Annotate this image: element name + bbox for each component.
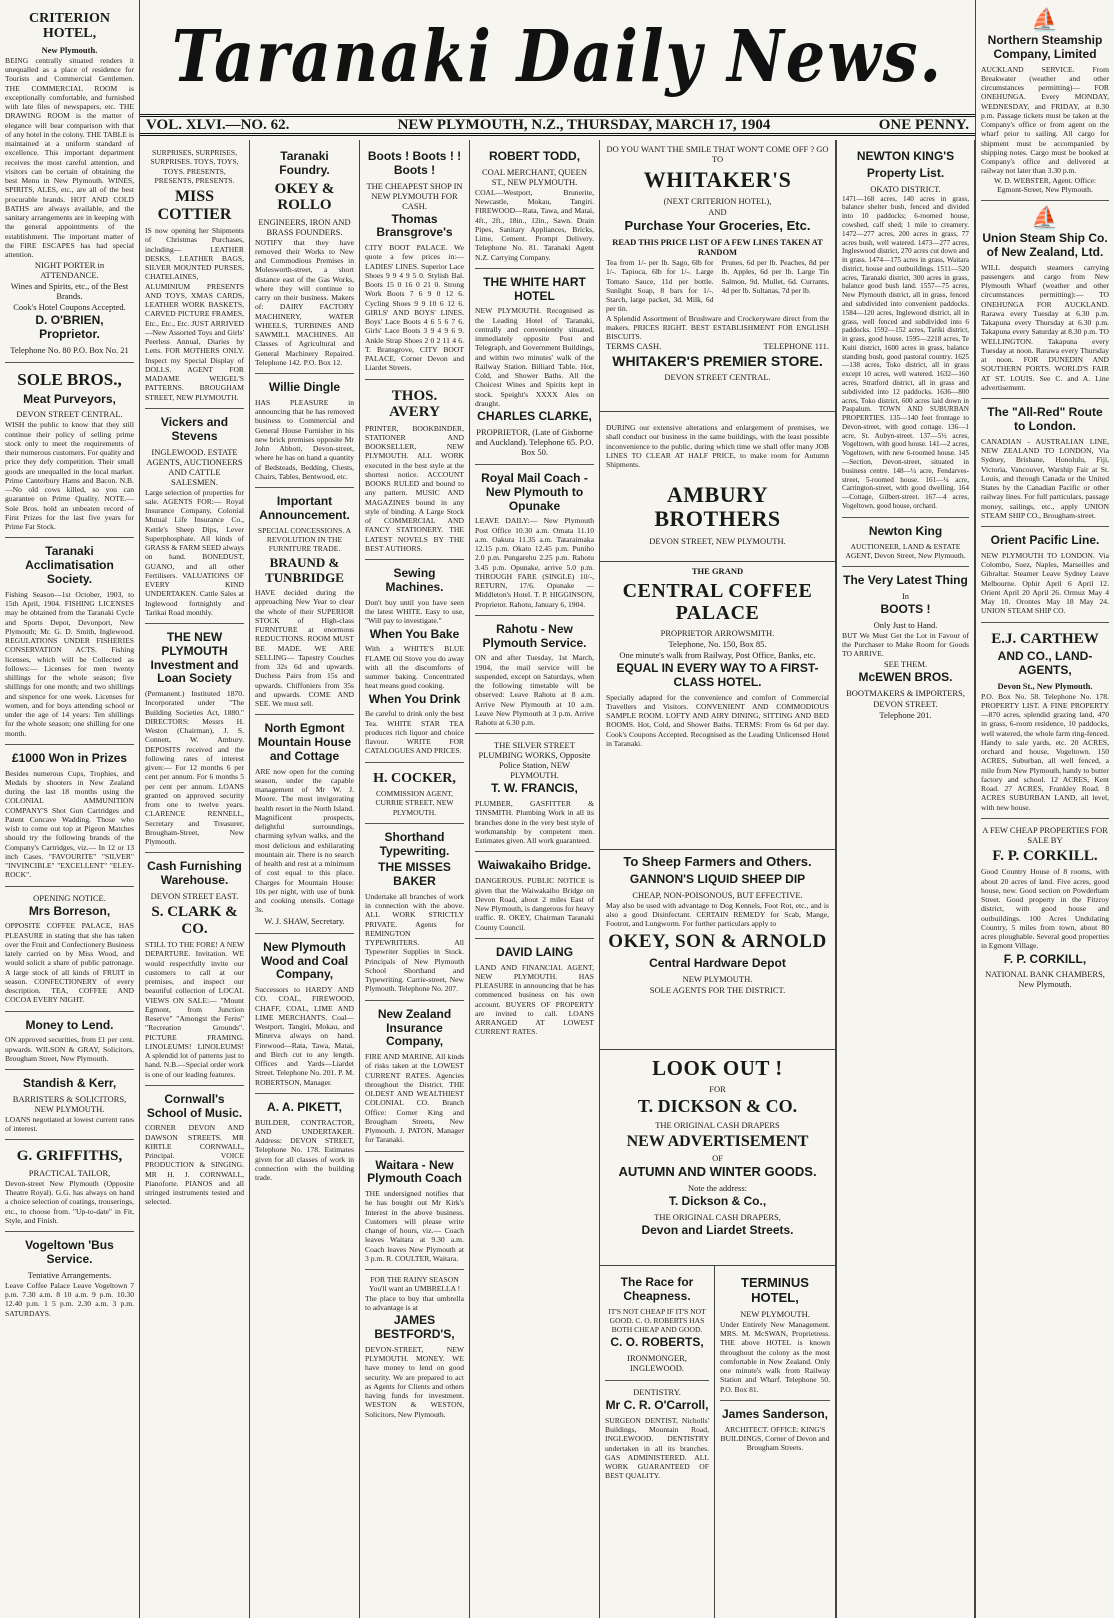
ad-northern-steamship xyxy=(981,3,1109,201)
ad-subtitle: NEW PLYMOUTH. xyxy=(740,1308,810,1319)
ad-body: LEAVE DAILY:— New Plymouth Post Office 10.30 a.m. Omata 11.10 a.m. Oakura 11.35 a.m. Tataraimaka 12.15 p.m. Okato 12.45 p.m. Puniho 2.0 p.m. Pungarehu 2.25 p.m. Rahotu 3.45 p.m. Opunake, arrive 5.0 p.m. THROUGH FARE (SINGLE) 10/-, RETURN, 17/6. Opunake — Middleton's Hotel. T. P. HIGGINSON, Proprietor. Rahotu, January 6, 1904. xyxy=(475,516,594,609)
ad-body: SPECIAL CONCESSIONS. A REVOLUTION IN THE FURNITURE TRADE. xyxy=(257,525,352,554)
price: ONE PENNY. xyxy=(878,116,969,133)
price-list-right: Prunes, 6d per lb. Peaches, 8d per lb. Apples, 6d per lb. Large Tin Salmon, 9d. Mullet, 6d. Currants, 4d per lb. Sultanas, 7d per lb. xyxy=(721,258,829,295)
ad-rahotu-service xyxy=(475,616,594,735)
ad-place: DEVON STREET CENTRAL. xyxy=(16,409,123,420)
column-6-bottom xyxy=(600,1266,715,1618)
ad-note: Cook's Hotel Coupons Accepted. xyxy=(13,302,126,313)
ad-title: F. P. CORKILL. xyxy=(992,847,1098,864)
ad-phone: Telephone 201. xyxy=(879,710,932,721)
ad-list-heading: READ THIS PRICE LIST OF A FEW LINES TAKEN AT RANDOM xyxy=(612,237,823,258)
ad-sign: F. P. CORKILL, xyxy=(1003,951,1087,966)
ad-body: NEW PLYMOUTH. Recognised as the Leading Hotel of Taranaki, centrally and conveniently situated, immediately opposite Post and Telegraph, and Government Buildings, and within two minutes' walk of the Railway Station. Billiard Table. Hot, Cold, and Shower Baths. All the Choicest Wines and Spirits kept in stock. Speight's XXXX Ales on draught. xyxy=(475,306,594,408)
ad-body: Leave Coffee Palace Leave Vogeltown 7 p.m. 7.30 a.m. 8 10 a.m. 9 p.m. 10.30 12.40 p.m. 1 5 p.m. 2.30 a.m. 3 p.m. SATURDAYS. xyxy=(5,1280,134,1318)
ad-subtitle: Property List. xyxy=(866,165,945,180)
ad-title: Mrs Borreson, xyxy=(28,903,111,918)
ad-body: PRINTER, BOOKBINDER, STATIONER AND BOOKSELLER, NEW PLYMOUTH. ALL WORK executed in the best style at the shortest notice. ACCOUNT BOOKS RULED and bound to any pattern. MUSIC AND MAGAZINES bound in any style of binding. A Large Stock of COMMERCIAL AND FANCY STATIONERY. THE LATEST NOVELS BY THE BEST AUTHORS. xyxy=(365,423,464,553)
ad-subtitle: IRONMONGER, INGLEWOOD. xyxy=(627,1353,687,1374)
ad-title: New Plymouth Wood and Coal Company, xyxy=(260,939,349,982)
price-list-left: Tea from 1/- per lb. Sago, 6lb for 1/-. Tapioca, 6lb for 1/-. Large Tomato Sauce, 11d per bottle. Sunlight Soap, 8 bars for 1/-. Starch, large packet, 3d. Milk, 6d per tin. xyxy=(606,258,714,314)
ad-griffiths xyxy=(5,1140,134,1232)
ad-title: Vogeltown 'Bus Service. xyxy=(25,1238,114,1266)
ad-title: Boots ! Boots ! ! Boots ! xyxy=(367,149,462,177)
ad-body: P.O. Box No. 58. Telephone No. 178. PROPERTY LIST. A FINE PROPERTY—870 acres, splendid grazing land, 470 in grass, 6-room residence, 10 paddocks, well watered, the whole farm ring-fenced. Handy to sale yards, etc. 20 ACRES, orchard and house, Vogeltown. 150 ACRES, Suburban, all well fenced, a mile from New Plymouth, handy to butter factory and school. 12 ACRES, Kent Road. 27 ACRES, Frankley Road. 8 ACRES SUBURBAN LAND, all level, with new house. xyxy=(981,691,1109,812)
ad-coffee-palace xyxy=(600,562,836,850)
ad-note: SOLE AGENTS FOR THE DISTRICT. xyxy=(649,985,786,996)
ad-waitara-coach xyxy=(365,1152,464,1271)
ad-title: Important Announcement. xyxy=(259,494,350,522)
ad-note: Only Just to Hand. xyxy=(873,619,938,630)
ad-newton-king xyxy=(842,518,969,567)
ad-title: Newton King xyxy=(868,523,943,538)
ad-body: BEING centrally situated renders it unequalled as a place of residence for Tourists and Commercial Gentlemen. THE COMMERCIAL ROOM is exceptionally comfortable, and furnished with late files of newspapers, etc. THE DRAWING ROOM is the matter of elegance will bear comparison with that of any hotel in the colony. THE TABLE is maintained at a uniform standard of excellence. This important department receives the most careful attention, and visitors can be certain of obtaining the best Menu in New Plymouth. WINES, SPIRITS, ALES, etc., are all of the best procurable brands. HOT AND COLD BATHS are always available, and the sanitary arrangements are in keeping with the general appointments of the establishment. The important matter of the FIRE ESCAPES has had special attention. xyxy=(5,55,134,260)
issue-line xyxy=(140,114,975,136)
ad-note: OPENING NOTICE. xyxy=(33,892,106,903)
ad-title: DAVID LAING xyxy=(495,944,574,959)
ad-title: T. W. FRANCIS, xyxy=(491,781,578,796)
ad-body: WISH the public to know that they still continue their policy of selling prime stock only to meet the requirements of their numerous customers. For quality and price they defy competition. Their small goods are unequalled in the local market. Prime Canterbury Hams and Bacon. N.B.—No old cows killed, so you can guarantee on Prime Quality. NOTE.—Sole Bros. hold an unbeaten record of First Prizes for the last five years for Prime Fat Stock. xyxy=(5,420,134,532)
ad-body: The place to buy that umbrella to advantage is at xyxy=(365,1293,464,1312)
ad-okey-rollo xyxy=(255,143,354,374)
ad-note: DO YOU WANT THE SMILE THAT WON'T COME OFF ? GO TO xyxy=(606,144,829,164)
ad-note: Note the address: xyxy=(687,1183,747,1194)
ad-title: Taranaki Foundry. xyxy=(279,149,330,177)
ad-body: With a WHITE'S BLUE FLAME Oil Stove you do away with all the discomforts of summer baking. Concentrated heat means good cooking. xyxy=(365,644,464,691)
ad-title: THOS. AVERY xyxy=(389,387,440,421)
ad-body: ARE now open for the coming season, under the capable management of Mr W. J. Moore. The most invigorating health resort in the North Island. Magnificent prospects, delightful surroundings, charming sylvan walks, and the most delicious and exhilarating mountain air. There is no search of health and rest at a minimum of cost equal to this place. Charges for Mountain House: 10s per night, with use of bunk and cooking utensils. Cottage 3s. xyxy=(255,766,354,915)
ad-note: In xyxy=(901,590,910,601)
ad-title: Shorthand Typewriting. xyxy=(379,829,450,858)
ad-cornwall-music xyxy=(145,1086,244,1213)
ad-subtitle: THE CHEAPEST SHOP IN NEW PLYMOUTH FOR CASH. xyxy=(366,180,463,211)
ad-title: Vickers and Stevens xyxy=(160,414,229,443)
ad-note: A FEW CHEAP PROPERTIES FOR SALE BY xyxy=(982,824,1108,845)
ad-all-red-route xyxy=(981,399,1109,527)
ad-phone: TELEPHONE 111. xyxy=(763,341,829,352)
ad-title: NEW ADVERTISEMENT xyxy=(626,1132,809,1150)
ad-footer xyxy=(606,341,829,351)
ad-body: LOANS negotiated at lowest current rates of interest. xyxy=(5,1114,134,1134)
ad-body: Undertake all branches of work in connection with the above. ALL WORK STRICTLY PRIVATE. Agents for REMINGTON TYPEWRITERS. All Typewriter Supplies in Stock. Principals of New Plymouth School Shorthand and Typewriting. Carrie-street, New Plymouth. Telephone No. 207. xyxy=(365,891,464,994)
ad-title: THE WHITE HART HOTEL xyxy=(483,274,586,303)
ad-carthew xyxy=(981,623,1109,819)
ad-title: Cornwall's School of Music. xyxy=(146,1091,243,1120)
ad-terminus-hotel xyxy=(720,1269,830,1401)
ad-title: THE MISSES BAKER xyxy=(378,860,451,889)
ad-subtitle: CHEAP, NON-POISONOUS, BUT EFFECTIVE. xyxy=(632,889,803,900)
ad-subtitle: New Plymouth. xyxy=(41,44,98,55)
ad-title: SOLE BROS., xyxy=(17,369,122,389)
ad-body: Successors to HARDY AND CO. COAL, FIREWOOD, CHAFF, COAL, LIME AND LIME MERCHANTS. Coal—Westport, Tangiri, Mokau, and Minerva always on hand. Firewood—Rata, Tawa, Matai, and Birch cut to any length. Offices and Yards—Liardet Street. Telephone No. 201. P. M. ROBERTSON, Manager. xyxy=(255,985,354,1087)
ad-subtitle: Central Hardware Depot xyxy=(649,956,786,971)
ad-criterion-hotel xyxy=(5,3,134,363)
ad-title: Northern Steamship Company, Limited xyxy=(987,33,1103,61)
ad-body: OPPOSITE COFFEE PALACE, HAS PLEASURE in stating that she has taken over the Fruit and Confectionery Business lately carried on by Miss Wood, and would solicit a share of public patronage. A large stock of all kinds of FRUIT in season. CONFECTIONERY of every description. TEA, COFFEE AND COCOA EVERY NIGHT. xyxy=(5,921,134,1005)
ad-subtitle: COAL MERCHANT, QUEEN ST., NEW PLYMOUTH. xyxy=(481,166,588,187)
ad-subtitle: (NEXT CRITERION HOTEL), xyxy=(663,196,772,207)
ad-body: CANADIAN - AUSTRALIAN LINE, NEW ZEALAND TO LONDON, Via Sydney, Brisbane, Honolulu, Fiji, Victoria, Vancouver, Warship Fair at St. Louis, and through Canada or the United States by the Canadian Pacific or other railway lines. For full particulars, passage money, sailings, etc., apply UNION STEAM SHIP CO., Brougham-street. xyxy=(981,436,1109,520)
column-9 xyxy=(975,0,1114,1618)
ad-francis xyxy=(475,734,594,852)
ad-subtitle: Tentative Arrangements. xyxy=(27,1269,112,1280)
ad-orient-pacific xyxy=(981,527,1109,623)
ad-title: E.J. CARTHEW xyxy=(991,630,1099,647)
ad-title: To Sheep Farmers and Others. xyxy=(623,854,812,869)
ad-willie-dingle xyxy=(255,374,354,488)
ad-dickson xyxy=(600,1050,836,1266)
column-3 xyxy=(250,140,360,1618)
column-5 xyxy=(470,140,600,1618)
ad-title: McEWEN BROS. xyxy=(858,670,953,685)
ad-title: OKEY, SON & ARNOLD xyxy=(608,931,827,953)
ad-body: SURGEON DENTIST, Nicholls' Buildings, Mountain Road, INGLEWOOD. DENTISTRY undertaken in all its branches. GAS ADMINISTERED. ALL WORK GUARANTEED OF BEST QUALITY. xyxy=(605,1415,709,1481)
volume-number: VOL. XLVI.—NO. 62. xyxy=(146,116,290,133)
ad-body: Specially adapted for the convenience and comfort of Commercial Travellers and Visitors. CONVENIENT AND COMMODIOUS SAMPLE ROOM. LOFTY AND AIRY DINING, SITTING AND BED ROOMS. Hot, Cold, and Shower Baths. TERMS: From 6s 6d per day. Cook's Coupons Accepted. Recognised as the Leading Unlicensed Hotel in Taranaki. xyxy=(606,692,829,748)
ad-david-laing xyxy=(475,939,594,1043)
ad-subtitle: THE ORIGINAL CASH DRAPERS, xyxy=(654,1212,781,1223)
ad-note: FOR xyxy=(709,1084,726,1095)
ad-title: Royal Mail Coach - New Plymouth to Opunake xyxy=(481,470,588,513)
ad-title: GANNON'S LIQUID SHEEP DIP xyxy=(629,871,806,886)
ad-body: Don't buy until you have seen the latest WHITE. Easy to use, "Will pay to investigate." xyxy=(365,597,464,626)
ad-sign: W. J. SHAW, Secretary. xyxy=(264,915,345,926)
ad-body: AUCKLAND SERVICE. From Breakwater (weather and other circumstances permitting)— FOR ONEHUNGA. Every MONDAY, WEDNESDAY, and FRIDAY, at 8.30 p.m. Passage tickets must be taken at the Company's office or from agent on the wharf prior to sailing. All cargo for shipment must be accompanied by shipping notes. Cargo must be booked at Company's office and delivered at railway not later than 3.30 p.m. xyxy=(981,64,1109,176)
ad-note: FOR THE RAINY SEASON You'll want an UMBRELLA ! xyxy=(368,1275,461,1294)
ad-note: SURPRISES, SURPRISES, SURPRISES. TOYS, TOYS, TOYS. PRESENTS, PRESENTS, PRESENTS. xyxy=(150,148,239,185)
ad-subtitle: INGLEWOOD. ESTATE AGENTS, AUCTIONEERS AND CATTLE SALESMEN. xyxy=(146,446,243,487)
ad-title: JAMES BESTFORD'S, xyxy=(374,1313,455,1341)
column-7-bottom xyxy=(715,1266,836,1618)
ad-whitaker xyxy=(600,140,836,412)
ad-subtitle: PROPRIETOR ARROWSMITH. xyxy=(660,628,775,638)
ad-note: THE SILVER STREET PLUMBING WORKS, Opposite Police Station, NEW PLYMOUTH. xyxy=(478,740,591,781)
ad-body: A Splendid Assortment of Brushware and Crockeryware direct from the makers. PRICES RIGHT. BEST ESTABLISHMENT FOR ENGLISH BISCUITS. xyxy=(606,313,829,342)
ad-place: DEVON STREET. xyxy=(873,699,938,710)
ad-body: Fishing Season—1st October, 1903, to 15th April, 1904. FISHING LICENSES may be obtained from the Taranaki Cycle and Sports Depot, Devonport, New Plymouth; Mr. G. D. Smith, Inglewood. REGULATIONS UNDER FISHERIES CONSERVATION ACTS. Fishing licenses, which will be Collected as follows:— Licenses for men twenty shillings for the whole season; five shillings for one month; and two shillings and sixpence for one week. Licenses for women, and for boys attending school or under the age of 14 years: Ten shillings for the whole season; one shilling for one month. xyxy=(5,589,134,738)
ad-title: The Race for Cheapness. xyxy=(620,1275,694,1303)
ad-waiwakaiho xyxy=(475,852,594,938)
ad-title: North Egmont Mountain House and Cottage xyxy=(257,721,352,763)
ad-title: Cash Furnishing Warehouse. xyxy=(147,859,242,888)
ad-title: The Very Latest Thing xyxy=(843,573,968,588)
ad-title: BRAUND & TUNBRIDGE xyxy=(265,555,344,585)
ad-title: When You Bake xyxy=(369,626,460,641)
masthead xyxy=(140,0,975,112)
ad-latest-boots xyxy=(842,567,969,727)
ad-body: Devon-street New Plymouth (Opposite Theatre Royal). G.G. has always on hand a choice selection of coatings, trouserings, etc., to choose from. "Up-to-date" in Fit, Style, and Finish. xyxy=(5,1178,134,1225)
ad-white-hart xyxy=(475,269,594,465)
ad-body: BUT We Must Get the Lot in Favour of the Purchaser to Make Room for Goods TO ARRIVE. xyxy=(842,630,969,659)
ad-title: Thomas Bransgrove's xyxy=(376,211,453,240)
ad-note: NIGHT PORTER in ATTENDANCE. xyxy=(34,260,105,281)
ad-place: Devon St., New Plymouth. xyxy=(997,680,1093,691)
ad-note: OF xyxy=(712,1153,723,1164)
ad-body: HAS PLEASURE in announcing that he has removed business to Commercial and General House Furnisher in his new brick premises opposite Mr John Abbott, Devon-street, where he has on hand a quantity of Bedsteads, Bedding, Chests, Chairs, Tables, Bentwood, etc. xyxy=(255,397,354,481)
ad-title: THE NEW PLYMOUTH Investment and Loan Society xyxy=(150,630,239,686)
ad-title: CHARLES CLARKE, xyxy=(477,409,592,424)
steamship-icon: ⛵ xyxy=(1031,8,1059,33)
ad-body: HAVE decided during the approaching New Year to clear the whole of their SUPERIOR STOCK of High-class FURNITURE at enormous REDUCTIONS. ROOM MUST BE MADE. WE ARE SELLING— Tapestry Couches from 32s 6d and upwards. Duchess Pairs from 15s and upwards. Chiffoniers from 35s and upwards. COME AND SEE. We must sell. xyxy=(255,588,354,709)
ad-title: LOOK OUT ! xyxy=(652,1056,783,1080)
ad-title: Purchase Your Groceries, Etc. xyxy=(624,218,811,234)
ad-body: LAND AND FINANCIAL AGENT, NEW PLYMOUTH. HAS PLEASURE in announcing that he has commenced business on his own account. BUYERS OF PROPERTY are invited to call. LOANS ARRANGED AT LOWEST CURRENT RATES. xyxy=(475,962,594,1037)
ad-title: Taranaki Acclimatisation Society. xyxy=(25,544,114,586)
ad-title: CENTRAL COFFEE PALACE xyxy=(622,580,813,624)
ad-body: ON approved securities, from £1 per cent. upwards. WILSON & GRAY, Solicitors, Brougham Street, New Plymouth. xyxy=(5,1035,134,1063)
ad-union-steamship xyxy=(981,201,1109,399)
ad-sewing-machines xyxy=(365,560,464,762)
ad-vogeltown-bus xyxy=(5,1232,134,1324)
ad-avery xyxy=(365,380,464,561)
ad-body: NEW PLYMOUTH TO LONDON. Via Colombo, Suez, Naples, Marseilles and Gibraltar. Steamer Leave Sydney Leave Melbourne. Ophir April 6 April 12. Orient April 20 April 26. Ormuz May 4 May 10. Orontes May 18 May 24. UNION STEAM SHIP CO. xyxy=(981,550,1109,616)
ad-body: COAL—Westport, Brunerite, Newcastle, Mokau, Tangiri. FIREWOOD—Rata, Tawa, and Matai, 4ft., 2ft., 18in., 12in., Sawn. Drain Pipes, Sanitary Appliances, Bricks, Lime, Cement. Prompt Delivery. Telephone No. 81. Taranaki Agent N.Z. Carrying Company. xyxy=(475,187,594,262)
ad-title: New Zealand Insurance Company, xyxy=(377,1006,452,1049)
ad-title: Waitara - New Plymouth Coach xyxy=(367,1157,462,1186)
ad-subtitle: AND CO., LAND-AGENTS, xyxy=(997,649,1093,677)
ad-title: Union Steam Ship Co. of New Zealand, Ltd. xyxy=(982,231,1108,259)
ad-north-egmont xyxy=(255,715,354,933)
ad-note: DENTISTRY. xyxy=(633,1387,681,1398)
ad-place: Devon and Liardet Streets. xyxy=(641,1223,794,1238)
ad-body: DEVON-STREET, NEW PLYMOUTH. MONEY. WE have money to lend on good security. We are prepared to act as Agents for Clients and others having funds for investment. WESTON & WESTON, Solicitors, New Plymouth. xyxy=(365,1344,464,1419)
ad-royal-mail-coach xyxy=(475,465,594,616)
ad-body: BUILDER, CONTRACTOR, AND UNDERTAKER. Address: DEVON STREET, Telephone No. 178. Estimates given for all classes of work in connection with the building trade. xyxy=(255,1117,354,1183)
ad-title: BOOTS ! xyxy=(880,601,931,616)
ad-agent: W. D. WEBSTER, Agent. Office: Egmont-Street, New Plymouth. xyxy=(994,175,1096,194)
ad-body: Be careful to drink only the best Tea. WHITE STAR TEA produces rich liquor and choice flavour. WRITE FOR CATALOGUES AND PRICES. xyxy=(365,709,464,756)
ad-title: C. O. ROBERTS, xyxy=(610,1335,704,1350)
ad-prizes xyxy=(5,745,134,887)
ad-title: Standish & Kerr, xyxy=(22,1076,117,1091)
ad-misses-baker xyxy=(365,824,464,1001)
ad-title: WHITAKER'S PREMIER STORE. xyxy=(612,353,823,370)
ad-subtitle: THE ORIGINAL CASH DRAPERS xyxy=(655,1119,780,1130)
ad-body: AUCTIONEER, LAND & ESTATE AGENT, Devon Street, New Plymouth. xyxy=(845,541,966,560)
ad-title: Willie Dingle xyxy=(268,380,341,395)
ad-sign-place: NATIONAL BANK CHAMBERS, New Plymouth. xyxy=(985,969,1105,990)
ad-sheep-dip xyxy=(600,850,836,1050)
ad-note: Wines and Spirits, etc., of the Best Brands. xyxy=(10,281,129,302)
ad-subtitle: Meat Purveyors, xyxy=(23,391,116,406)
ad-body: STILL TO THE FORE! A NEW DEPARTURE. Invitation. WE would respectfully invite our customers to call at our premises, and inspect our beautiful collection of LOCAL VIEWS ON SALE:— "Mount Egmont, from Junction Reserve" "Amongst the Ferns" "Recreation Grounds". PICTURE FRAMING. LINOLEUMS! LINOLEUMS! A splendid lot of patterns just to hand. N.B.—Special order work is one of our leading features. xyxy=(145,940,244,1079)
ad-pikett xyxy=(255,1094,354,1189)
ad-note: THE GRAND xyxy=(691,566,744,576)
ad-ocarroll xyxy=(605,1381,709,1487)
ad-title: A. A. PIKETT, xyxy=(267,1099,342,1114)
ad-note: One minute's walk from Railway, Post Office, Banks, etc. xyxy=(619,650,816,660)
ad-note: AND xyxy=(708,207,727,218)
ad-body: CORNER DEVON AND DAWSON STREETS. MR KIRTLE CORNWALL, Principal. VOICE PRODUCTION & SINGING. MR H. J. CORNWALL, Pianoforte. PIANOS and all stringed instruments tested and selected. xyxy=(145,1123,244,1207)
column-2 xyxy=(140,140,250,1618)
ad-title: OKEY & ROLLO xyxy=(274,180,335,214)
ad-title: When You Drink xyxy=(368,691,461,706)
ad-subtitle: ENGINEERS, IRON AND BRASS FOUNDERS. xyxy=(258,216,351,237)
ad-body: IT'S NOT CHEAP IF IT'S NOT GOOD. C. O. ROBERTS HAS BOTH CHEAP AND GOOD. xyxy=(608,1306,706,1335)
ad-body: FIRE AND MARINE. All kinds of risks taken at the LOWEST CURRENT RATES. Agencies throughout the District. THE OLDEST AND WEALTHIEST COLONIAL CO. Branch Office: Corner King and Brougham Streets, New Plymouth. J. PATON, Manager for Taranaki. xyxy=(365,1052,464,1145)
ad-note: SEE THEM. xyxy=(883,659,928,670)
column-4 xyxy=(360,140,470,1618)
ad-title: James Sanderson, xyxy=(721,1406,829,1421)
ad-title: Rahotu - New Plymouth Service. xyxy=(482,621,587,650)
ad-borreson xyxy=(5,887,134,1012)
ad-place: NEW PLYMOUTH. xyxy=(682,974,753,985)
ad-wood-coal xyxy=(255,934,354,1094)
ad-body: ON and after Tuesday, 1st March, 1904, the mail service will be suspended, except on Saturdays, when the following timetable will be observed: Leave Rahotu at 8 a.m. Arrive New Plymouth at 10 a.m. Leave New Plymouth at 3 p.m. Arrive Rahotu at 6.30 p.m. xyxy=(475,653,594,728)
ad-money-to-lend xyxy=(5,1012,134,1071)
ad-sanderson xyxy=(720,1401,830,1459)
ad-subtitle: PRACTICAL TAILOR, xyxy=(28,1167,111,1178)
column-8 xyxy=(836,140,975,1618)
ad-title: NEWTON KING'S xyxy=(856,149,955,163)
ad-subtitle: PROPRIETOR, (Late of Gisborne and Auckland). Telephone 65. P.O. Box 50. xyxy=(475,426,594,457)
ad-standish-kerr xyxy=(5,1070,134,1140)
ad-title: S. CLARK & CO. xyxy=(151,904,238,937)
ad-title: AMBURY BROTHERS xyxy=(654,482,781,532)
newspaper-title: Taranaki Daily News. xyxy=(171,14,944,98)
ad-title: EQUAL IN EVERY WAY TO A FIRST-CLASS HOTEL. xyxy=(616,661,819,689)
ad-body: Large selection of properties for sale. AGENTS FOR:— Royal Insurance Company, Colonial Mutual Life Insurance Co., Kettle's Sheep Dips, Lever Superphosphate. All kinds of GRASS & FARM SEED always on hand. BONEDUST, GUANO, and all other Fertilisers. VALUATIONS OF EVERY KIND UNDERTAKEN. Cattle Sales at Inglewood fortnightly and Tarikai Road monthly. xyxy=(145,487,245,617)
ad-title: H. COCKER, xyxy=(373,770,456,786)
ad-place: DEVON STREET, NEW PLYMOUTH. xyxy=(649,535,786,546)
ad-body: NOTIFY that they have removed their Works to New and Commodious Premises in Molesworth-street, a short distance east of the Gas Works, where they will continue to carry on their business. Makers of: DAIRY FACTORY MACHINERY, WATER WHEELS, TURBINES AND SAWMILL MACHINES. All Classes of Agricultural and General Machinery Repaired. Telephone 142. P.O. Box 12. xyxy=(255,237,354,367)
ad-important xyxy=(255,488,354,715)
ad-corkill xyxy=(981,819,1109,997)
ad-body: (Permanent.) Instituted 1870. Incorporated under "The Building Societies Act, 1880." DIRECTORS: Messrs H. Weston (Chairman), J. S. Connett, W. Ambury. DEPOSITS received and the following rates of interest given:— For 12 months 6 per cent per annum. For 6 months 5 per cent per annum. LOANS granted on approved security from one to twelve years. CLARENCE RENNELL, Secretary and Treasurer, Brougham-Street, New Plymouth. xyxy=(145,689,244,847)
ad-title: Money to Lend. xyxy=(25,1017,114,1032)
column-1 xyxy=(0,0,140,1618)
ad-title: Orient Pacific Line. xyxy=(990,533,1100,548)
ad-body: ARCHITECT. OFFICE: KING'S BUILDINGS, Corner of Devon and Brougham Streets. xyxy=(720,1424,830,1453)
ad-title: Mr C. R. O'Carroll, xyxy=(605,1398,709,1413)
ad-body: CITY BOOT PALACE. We quote a few prices in:— LADIES' LINES. Superior Lace Shoes 9 9 4 9 5 0. Stylish Bal. Boots 15 0 16 0 21 0. Strong Work Boots 7 6 9 0 12 6. Cycling Shoes 9 9 10 6 12 6. GIRLS' AND BOYS' LINES. Boys' Lace Boots 4 6 5 6 7 6. Girls' Lace Boots 3 9 4 9 6 9. Ankle Strap Shoes 2 0 2 11 4 6. T. Bransgrove, CITY BOOT PALACE, Corner Devon and Liardet Streets. xyxy=(365,243,464,373)
ad-cocker xyxy=(365,763,464,824)
ad-bestford xyxy=(365,1270,464,1425)
ad-nz-insurance xyxy=(365,1001,464,1152)
ad-body: DANGEROUS. PUBLIC NOTICE is given that the Waiwakaiho Bridge on Devon Road, about 2 miles East of New Plymouth, is dangerous for heavy traffic. R. OKEY, Chairman Taranaki County Council. xyxy=(475,876,594,932)
ad-body: Under Entirely New Management. MRS. M. McSWAN, Proprietress. THE above HOTEL is known throughout the colony as the most comfortable in New Zealand. Only one minute's walk from Railway Station and Wharf. Telephone 50. P.O. Box 81. xyxy=(720,1319,830,1394)
ad-ambury xyxy=(600,412,836,562)
ad-phone: Telephone, No. 150, Box 85. xyxy=(668,639,767,649)
steamship-icon: ⛵ xyxy=(1031,206,1059,232)
ad-title: The "All-Red" Route to London. xyxy=(987,405,1103,433)
ad-title: WHITAKER'S xyxy=(643,167,792,192)
ad-body: COMMISSION AGENT, CURRIE STREET, NEW PLYMOUTH. xyxy=(375,789,454,817)
ad-title: CRITERION HOTEL, xyxy=(29,11,110,42)
ad-body: PLUMBER, GASFITTER & TINSMITH. Plumbing Work in all its branches done in the very best style of workmanship by competent men. Estimates given. All work guaranteed. xyxy=(475,799,594,846)
price-list xyxy=(606,258,829,314)
ad-robert-todd xyxy=(475,143,594,269)
ad-newton-king-list xyxy=(842,143,969,518)
ad-place: DEVON STREET CENTRAL. xyxy=(664,372,771,383)
ad-vickers-stevens xyxy=(145,409,244,624)
ad-title: ROBERT TODD, xyxy=(488,149,581,163)
ad-body: WILL despatch steamers carrying passengers and cargo from New Plymouth Wharf (weather and other circumstances permitting):— TO ONEHUNGA FOR AUCKLAND. Rarawa every Tuesday at 6.30 p.m. Takapuna every Thursday at 6.30 p.m. Takapuna every Saturday at 8.30 p.m. TO WELLINGTON. Takapuna every Tuesday at noon. Rarawa every Thursday at noon. FOR DUNEDIN AND SOUTHERN PORTS. WORLD'S FAIR AT ST. LOUIS. See C. and A. Line advertisement. xyxy=(981,262,1109,392)
ad-title: G. GRIFFITHS, xyxy=(16,1148,123,1165)
ad-title: T. DICKSON & CO. xyxy=(637,1096,798,1117)
ad-subtitle: DEVON STREET EAST. xyxy=(150,891,239,902)
ad-subtitle: BOOTMAKERS & IMPORTERS, xyxy=(846,688,965,699)
ad-owner: D. O'BRIEN, Proprietor. xyxy=(35,313,104,342)
dateline: NEW PLYMOUTH, N.Z., THURSDAY, MARCH 17, 1904 xyxy=(397,116,771,133)
ad-terms: TERMS CASH. xyxy=(606,341,662,352)
ad-sole-bros xyxy=(5,363,134,538)
ad-body: May also be used with advantage to Dog Kennels, Foot Rot, etc., and is also a good Disinfectant. CERTAIN REMEDY for Scab, Mange, Footrot, and Lungworm. For further particulars apply to xyxy=(606,900,829,929)
ad-acclimatisation xyxy=(5,538,134,744)
ad-title: MISS COTTIER xyxy=(157,188,232,223)
ad-body: IS now opening her Shipments of Christmas Purchases, including— LEATHER DESKS, LEATHER BAGS, SILVER MOUNTED PURSES, CHATELAINES, ALUMINIUM PRESENTS AND TOYS, XMAS CARDS, LEATHER WORK BASKETS, CARVED PICTURE FRAMES, Etc., Etc., Etc. JUST ARRIVED—New Assorted Toys and Girls' Peerless Annual, Diaries by Letts. FOR MOTHERS ONLY. Inspect my Special Display of DOLLS. AGENT FOR MADAME WEIGEL'S PATTERNS. BROUGHAM STREET, NEW PLYMOUTH. xyxy=(145,226,244,402)
ad-title: Waiwakaiho Bridge. xyxy=(478,858,591,873)
ad-title: Sewing Machines. xyxy=(385,566,444,594)
ad-title: £1000 Won in Prizes xyxy=(11,750,128,765)
ad-phone: Telephone No. 80 P.O. Box No. 21 xyxy=(10,344,129,355)
ad-cash-furnishing xyxy=(145,853,244,1085)
ad-title: TERMINUS HOTEL, xyxy=(741,1275,809,1305)
ad-loan-society xyxy=(145,624,244,853)
ad-body: THE undersigned notifies that he has bought out Mr Kirk's Interest in the above business. Customers will please write change of hours, viz.— Coach leaves Waitara at 9.30 a.m. Coach leaves New Plymouth at 3 p.m. R. COULTER, Waitara. xyxy=(365,1189,464,1263)
ad-title: AUTUMN AND WINTER GOODS. xyxy=(618,1164,817,1180)
ad-body: DURING our extensive alterations and enlargement of premises, we shall conduct our business in the same buildings, with the least possible inconvenience to the public, during which time we shall offer many JOB LINES TO CLEAR AT HALF PRICE, to make room for Autumn Shipments. xyxy=(606,423,829,469)
ad-title: T. Dickson & Co., xyxy=(668,1194,767,1209)
ad-bransgrove xyxy=(365,143,464,380)
ad-subtitle: BARRISTERS & SOLICITORS, NEW PLYMOUTH. xyxy=(12,1093,127,1114)
ad-race-cheapness xyxy=(605,1269,709,1381)
ad-body: Besides numerous Cups, Trophies, and Medals by shooters in New Zealand during the last 18 months using the COLONIAL AMMUNITION COMPANY'S Shot Gun Cartridges and Patent Concave Wadding. Those who wish to come out top at Pigeon Matches should try the following brands of the Company's Cartridges, viz.— In 12 or 13 inch Cases. "FAVOURITE" "SILVER" "INVINCIBLE" "EXCELLENT" "ELEY-ROCK". xyxy=(5,768,134,880)
ad-body: 1471—168 acres, 140 acres in grass, balance shelter bush, fenced and divided into 10 paddocks; 6-roomed house, cowshed, calf shed; 1 mile to creamery. 1472—277 acres, 200 acres in grass, 77 acres bush, well watered. 1473—277 acres, Ingleswood district, 270 acres cut down and in grass. 1474—175 acres in grass, Waitara district, house and outbuildings. 1511—520 acres, Taranaki district, 300 acres in grass, balance good bush land. 1557—75 acres, New Plymouth district, all in grass, fenced and subdivided into convenient paddocks. 1584—120 acres, Inglewood district, all in grass, well fenced and subdivided into 6 paddocks. 1592—152 acres, Tariki district, in grass, good house. 1595—2218 acres, Te Kuiti district, 1600 acres in grass, balance standing bush, good pastoral country. 1625—138 acres, Toko district, all in grass except 10 acres, well watered. 1632—160 acres, Stratford district, all in grass and subdivided into 12 paddocks. 1636—800 acres, Toko district, 600 acres laid down in Paspalum. TOWN AND SUBURBAN PROPERTIES. 135—140 feet frontage to Devon-street, with good cottage. 136—1 acre, St. Aubyn-street. 137—5½ acres, Vogeltown, with good house. 141—2 acres, Vogeltown, with new 6-roomed house. 145—Section, Devon-street, situated in business centre. 148—¼ acre, Fendarves-street, 5-roomed house. 161—¼ acre, Carrington-street, with good dwelling. 164—Cottage, Gilbert-street. 167—4 acres, Vogeltown, good house, orchard. xyxy=(842,194,969,510)
ad-body: Good Country House of 8 rooms, with about 20 acres of land. Five acres, good house, new. Good section on Powderham Street. Good property in the Fitzroy district, with good house and outbuildings. 100 Acres Undulating Country, 5 miles from town, about 80 acres ploughable. Several good properties in Egmont Village. xyxy=(981,867,1109,951)
ad-cottier xyxy=(145,143,244,409)
ad-district: OKATO DISTRICT. xyxy=(870,183,941,194)
